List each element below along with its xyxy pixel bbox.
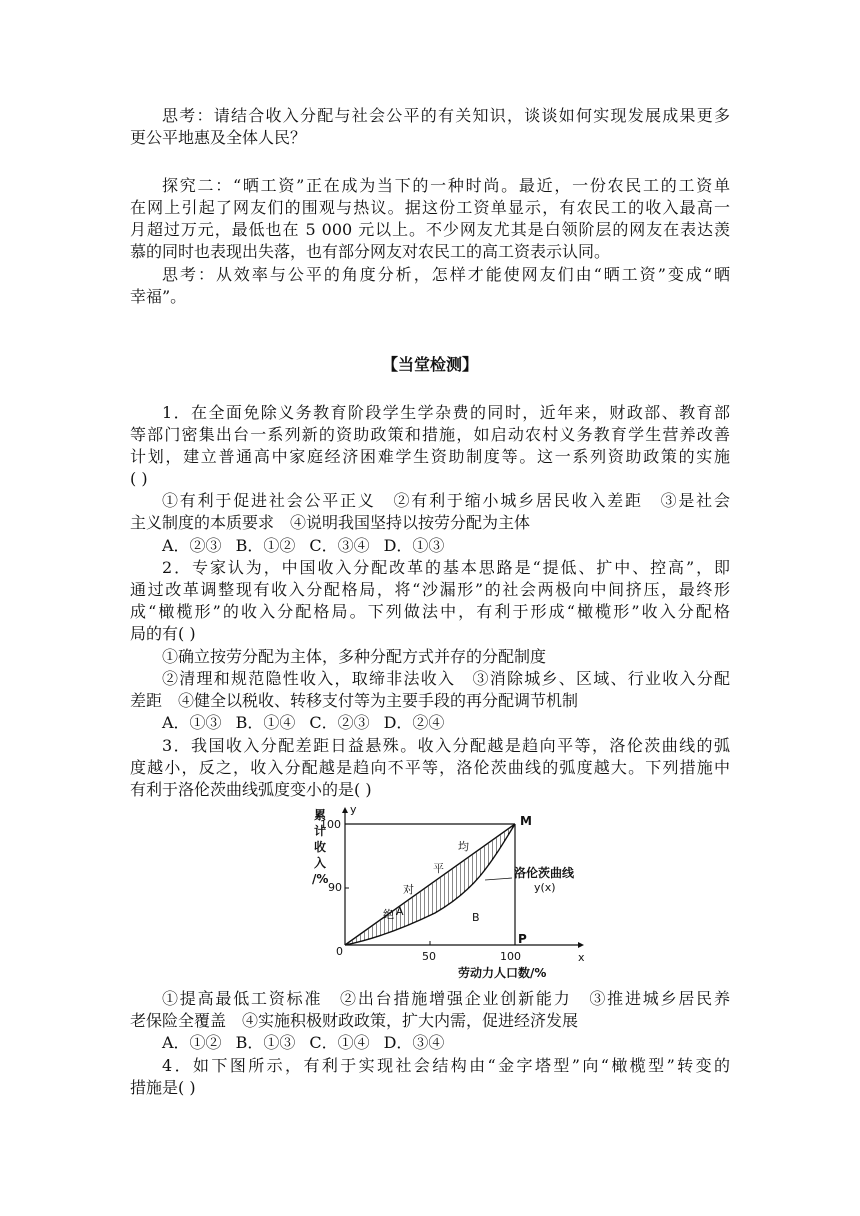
explore2-line-2: 在网上引起了网友们的围观与热议。据这份工资单显示，有农民工的收入最高一 [130, 198, 730, 217]
x-axis-label: 劳动力人口数/% [458, 966, 547, 980]
q2-stem-2: 通过改革调整现有收入分配格局，将“沙漏形”的社会两极向中间挤压，最终形 [130, 580, 730, 599]
q1-stem-4: ( ) [130, 469, 148, 488]
equality-word-4: 均 [458, 840, 469, 853]
x-axis-arrow [578, 942, 584, 948]
x-tick-label-100: 100 [500, 950, 521, 963]
q2-items-2: ②清理和规范隐性收入，取缔非法收入 ③消除城乡、区域、行业收入分配 [162, 669, 730, 688]
think1-line-1: 思考：请结合收入分配与社会公平的有关知识，谈谈如何实现发展成果更多 [162, 106, 730, 125]
point-p-label: P [518, 932, 527, 946]
section-title: 【当堂检测】 [381, 355, 478, 374]
x-tick-label-50: 50 [422, 950, 436, 963]
q1-option-b: B．①② [235, 536, 296, 555]
y-tick-label-100: 100 [320, 818, 341, 831]
explore2-line-3: 月超过万元，最低也在 5 000 元以上。不少网友尤其是白领阶层的网友在表达羡 [130, 220, 730, 239]
y-axis-label-4: 入 [314, 856, 327, 870]
think1-line-2: 更公平地惠及全体人民？ [130, 128, 307, 147]
y-axis-label-3: 收 [314, 840, 327, 854]
explore2-line-1: 探究二：“晒工资”正在成为当下的一种时尚。最近，一份农民工的工资单 [162, 176, 730, 195]
y-axis-label-5: /% [312, 872, 329, 886]
q3-items-2: 老保险全覆盖 ④实施积极财政政策，扩大内需，促进经济发展 [130, 1011, 579, 1030]
q1-stem-1: 1．在全面免除义务教育阶段学生学杂费的同时，近年来，财政部、教育部 [162, 403, 730, 422]
y-tick-label-90: 90 [328, 881, 342, 894]
equality-line [345, 824, 515, 945]
q1-items-1: ①有利于促进社会公平正义 ②有利于缩小城乡居民收入差距 ③是社会 [162, 491, 730, 510]
q2-items-3: 差距 ④健全以税收、转移支付等为主要手段的再分配调节机制 [130, 691, 579, 710]
q1-stem-3: 计划，建立普通高中家庭经济困难学生资助制度等。这一系列资助政策的实施 [130, 447, 730, 466]
q3-stem-1: 3．我国收入分配差距日益悬殊。收入分配越是趋向平等，洛伦茨曲线的弧 [162, 736, 730, 755]
q3-option-c: C．①④ [309, 1033, 370, 1052]
think2-line-1: 思考：从效率与公平的角度分析，怎样才能使网友们由“晒工资”变成“晒 [162, 265, 730, 284]
q4-stem-1: 4．如下图所示，有利于实现社会结构由“金字塔型”向“橄榄型”转变的 [162, 1056, 730, 1075]
q3-option-a: A．①② [162, 1033, 222, 1052]
q2-stem-3: 成“橄榄形”的收入分配格局。下列做法中，有利于形成“橄榄形”收入分配格 [130, 602, 730, 621]
q1-option-a: A．②③ [162, 536, 222, 555]
area-b-label: B [472, 911, 480, 924]
curve-label: 洛伦茨曲线 [514, 866, 575, 880]
q4-stem-2: 措施是( ) [130, 1078, 196, 1097]
equality-word-3: 平 [433, 862, 444, 875]
q1-option-c: C．③④ [309, 536, 370, 555]
q3-option-b: B．①③ [235, 1033, 296, 1052]
q2-stem-4: 局的有( ) [130, 624, 196, 643]
equality-word-1: 绝 [383, 908, 394, 921]
y-axis-label-2: 计 [314, 824, 327, 838]
q3-stem-2: 度越小，反之，收入分配越是趋向不平等，洛伦茨曲线的弧度越大。下列措施中 [130, 758, 730, 777]
point-m-label: M [520, 814, 532, 828]
q2-stem-1: 2．专家认为，中国收入分配改革的基本思路是“提低、扩中、控高”，即 [162, 558, 730, 577]
y-axis-label-1: 累 [314, 808, 327, 822]
q2-option-a: A．①③ [162, 713, 222, 732]
q2-option-d: D．②④ [383, 713, 445, 732]
q3-option-d: D．③④ [383, 1033, 445, 1052]
y-axis-arrow [342, 807, 348, 813]
lorenz-curve-figure [300, 805, 590, 980]
q3-items-1: ①提高最低工资标准 ②出台措施增强企业创新能力 ③推进城乡居民养 [162, 989, 730, 1008]
q1-items-2: 主义制度的本质要求 ④说明我国坚持以按劳分配为主体 [130, 513, 531, 532]
q2-options [162, 712, 458, 734]
curve-func-label: y(x) [534, 881, 556, 894]
q1-options [162, 535, 458, 557]
origin-label: 0 [336, 945, 343, 958]
q3-options [162, 1032, 458, 1054]
q1-option-d: D．①③ [383, 536, 445, 555]
q2-items-1: ①确立按劳分配为主体，多种分配方式并存的分配制度 [162, 647, 547, 666]
equality-word-2: 对 [403, 883, 414, 896]
lorenz-curve-svg [300, 805, 590, 980]
explore2-line-4: 慕的同时也表现出失落，也有部分网友对农民工的高工资表示认同。 [130, 242, 611, 261]
y-letter: y [350, 805, 357, 816]
q2-option-b: B．①④ [235, 713, 296, 732]
area-a-label: A [396, 905, 404, 918]
q1-stem-2: 等部门密集出台一系列新的资助政策和措施，如启动农村义务教育学生营养改善 [130, 425, 730, 444]
think2-line-2: 幸福”。 [130, 287, 187, 306]
q2-option-c: C．②③ [309, 713, 370, 732]
curve-pointer [485, 878, 512, 880]
x-letter: x [578, 951, 585, 964]
q3-stem-3: 有利于洛伦茨曲线弧度变小的是( ) [130, 780, 372, 799]
